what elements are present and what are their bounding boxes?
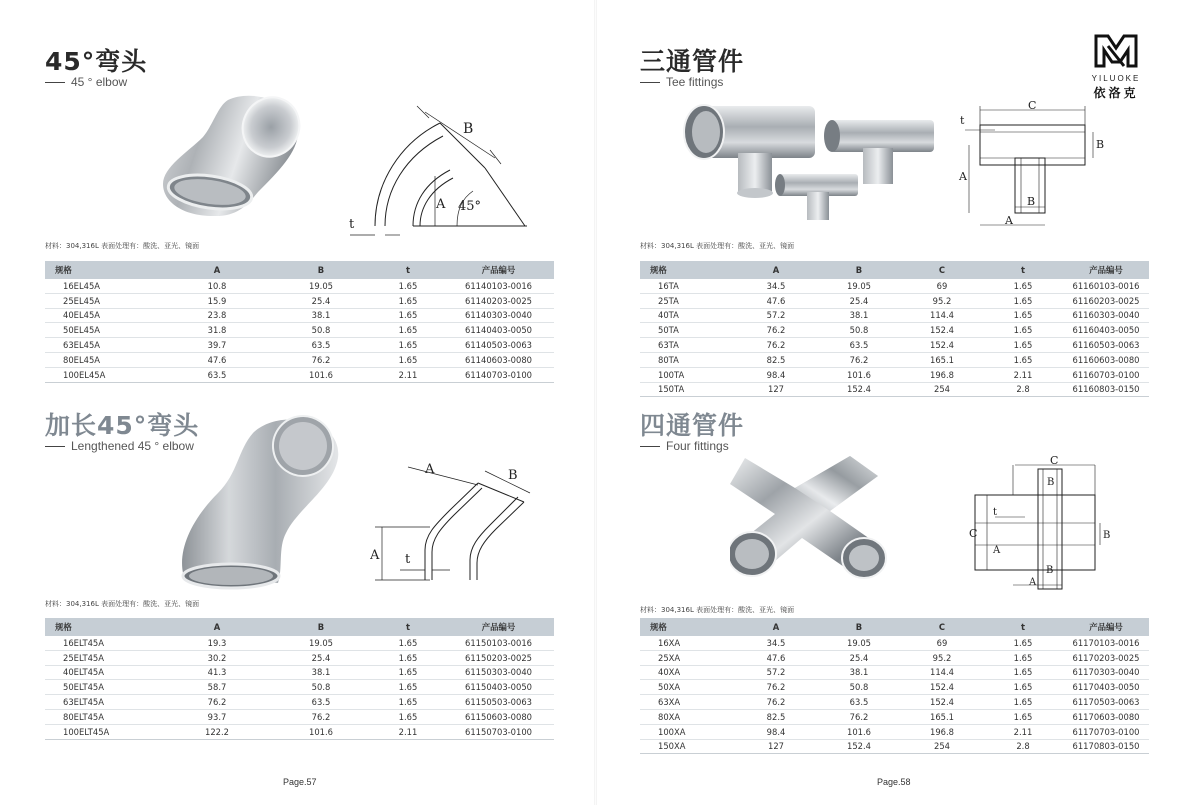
- dimension-cell: 196.8: [901, 367, 983, 382]
- dimension-cell: 1.65: [373, 338, 443, 353]
- dimension-cell: 1.65: [983, 636, 1063, 650]
- tee-spec-table: [640, 261, 1149, 397]
- table-row: [45, 338, 554, 353]
- table-row: [640, 367, 1149, 382]
- dimension-cell: 50.8: [817, 680, 901, 695]
- table-header-row: [45, 618, 554, 636]
- dimension-cell: 76.2: [817, 352, 901, 367]
- tee-material-note: 材料：304,316L 表面处理有：酸洗、亚光、镜面: [640, 242, 795, 250]
- table-row: [45, 323, 554, 338]
- product-code-cell: 61150703-0100: [443, 724, 554, 739]
- dimension-cell: 152.4: [817, 739, 901, 754]
- product-code-cell: 61160703-0100: [1063, 367, 1149, 382]
- elbow45-subtitle: [45, 75, 127, 89]
- column-header: B: [269, 618, 373, 636]
- dim-B-label: B: [508, 468, 518, 483]
- spec-model-cell: 150TA: [640, 382, 735, 397]
- long-elbow45-spec-table: [45, 618, 554, 740]
- dimension-cell: 34.5: [735, 279, 817, 293]
- dimension-cell: 1.65: [983, 665, 1063, 680]
- column-header: 产品编号: [443, 261, 554, 279]
- angle-label: 45°: [458, 199, 482, 214]
- column-header: A: [735, 261, 817, 279]
- dim-A-label: A: [425, 462, 435, 477]
- spec-model-cell: 80TA: [640, 352, 735, 367]
- dimension-cell: 76.2: [735, 323, 817, 338]
- column-header: 规格: [640, 261, 735, 279]
- product-code-cell: 61170603-0080: [1063, 709, 1149, 724]
- product-code-cell: 61140103-0016: [443, 279, 554, 293]
- table-row: [45, 636, 554, 650]
- dimension-cell: 19.05: [817, 636, 901, 650]
- product-code-cell: 61170303-0040: [1063, 665, 1149, 680]
- cross-subtitle: [640, 439, 729, 453]
- spec-model-cell: 16XA: [640, 636, 735, 650]
- table-row: [640, 650, 1149, 665]
- spec-model-cell: 63XA: [640, 695, 735, 710]
- dimension-cell: 34.5: [735, 636, 817, 650]
- dimension-cell: 1.65: [373, 636, 443, 650]
- brand-logo: [1086, 34, 1146, 101]
- column-header: A: [165, 261, 269, 279]
- table-row: [45, 665, 554, 680]
- dim-A2-label: A: [1029, 577, 1037, 588]
- tee-subtitle: [640, 75, 723, 89]
- spec-model-cell: 50TA: [640, 323, 735, 338]
- dimension-cell: 98.4: [735, 724, 817, 739]
- spec-model-cell: 40EL45A: [45, 308, 165, 323]
- elbow45-material-note: 材料：304,316L 表面处理有：酸洗、亚光、镜面: [45, 242, 200, 250]
- page-gutter: [594, 0, 597, 805]
- dimension-cell: 63.5: [269, 338, 373, 353]
- long-elbow45-material-note: 材料：304,316L 表面处理有：酸洗、亚光、镜面: [45, 600, 200, 608]
- dimension-cell: 1.65: [983, 323, 1063, 338]
- table-row: [45, 695, 554, 710]
- dimension-cell: 30.2: [165, 650, 269, 665]
- dimension-cell: 127: [735, 739, 817, 754]
- product-code-cell: 61170703-0100: [1063, 724, 1149, 739]
- dimension-cell: 1.65: [373, 279, 443, 293]
- elbow45-photo: [158, 92, 308, 225]
- product-code-cell: 61150303-0040: [443, 665, 554, 680]
- dim-t-label: t: [960, 114, 965, 127]
- long-elbow45-subtitle: [45, 439, 194, 453]
- dim-A2-label: A: [370, 548, 380, 563]
- subtitle-dash: [640, 446, 660, 447]
- dimension-cell: 1.65: [373, 695, 443, 710]
- dimension-cell: 95.2: [901, 293, 983, 308]
- dimension-cell: 165.1: [901, 352, 983, 367]
- dimension-cell: 63.5: [817, 338, 901, 353]
- dimension-cell: 1.65: [373, 323, 443, 338]
- product-code-cell: 61160803-0150: [1063, 382, 1149, 397]
- product-code-cell: 61140703-0100: [443, 367, 554, 382]
- dim-B-label: B: [1096, 138, 1105, 151]
- dimension-cell: 1.65: [373, 352, 443, 367]
- cross-subtitle-text: Four fittings: [666, 439, 729, 453]
- cross-photo: [730, 446, 890, 586]
- spec-model-cell: 50ELT45A: [45, 680, 165, 695]
- spec-model-cell: 16EL45A: [45, 279, 165, 293]
- column-header: C: [901, 261, 983, 279]
- dim-A2-label: A: [1005, 214, 1013, 227]
- table-row: [640, 665, 1149, 680]
- dimension-cell: 76.2: [735, 680, 817, 695]
- column-header: C: [901, 618, 983, 636]
- product-code-cell: 61150203-0025: [443, 650, 554, 665]
- dimension-cell: 69: [901, 279, 983, 293]
- cross-material-note: 材料：304,316L 表面处理有：酸洗、亚光、镜面: [640, 606, 795, 614]
- dimension-cell: 69: [901, 636, 983, 650]
- table-row: [640, 338, 1149, 353]
- spec-model-cell: 16TA: [640, 279, 735, 293]
- spec-model-cell: 40TA: [640, 308, 735, 323]
- dimension-cell: 25.4: [269, 293, 373, 308]
- dimension-cell: 1.65: [373, 650, 443, 665]
- dimension-cell: 76.2: [269, 709, 373, 724]
- dimension-cell: 31.8: [165, 323, 269, 338]
- dimension-cell: 39.7: [165, 338, 269, 353]
- dim-B3-label: B: [1046, 565, 1054, 576]
- table-row: [640, 709, 1149, 724]
- cross-title: 四通管件: [640, 411, 745, 440]
- table-row: [45, 367, 554, 382]
- product-code-cell: 61150103-0016: [443, 636, 554, 650]
- dimension-cell: 1.65: [373, 680, 443, 695]
- spec-model-cell: 150XA: [640, 739, 735, 754]
- dimension-cell: 50.8: [269, 680, 373, 695]
- spec-model-cell: 50EL45A: [45, 323, 165, 338]
- dimension-cell: 1.65: [373, 308, 443, 323]
- product-code-cell: 61170403-0050: [1063, 680, 1149, 695]
- subtitle-dash: [45, 446, 65, 447]
- spec-model-cell: 25EL45A: [45, 293, 165, 308]
- long-elbow45-drawing: [370, 455, 535, 588]
- column-header: 规格: [45, 261, 165, 279]
- dimension-cell: 1.65: [983, 709, 1063, 724]
- page-number-left: Page.57: [283, 777, 317, 787]
- dimension-cell: 63.5: [165, 367, 269, 382]
- cross-spec-table: [640, 618, 1149, 754]
- column-header: t: [983, 618, 1063, 636]
- dimension-cell: 38.1: [817, 665, 901, 680]
- dimension-cell: 63.5: [269, 695, 373, 710]
- spec-model-cell: 100TA: [640, 367, 735, 382]
- dimension-cell: 98.4: [735, 367, 817, 382]
- spec-model-cell: 63TA: [640, 338, 735, 353]
- dimension-cell: 19.05: [269, 636, 373, 650]
- spec-model-cell: 80EL45A: [45, 352, 165, 367]
- spec-model-cell: 80XA: [640, 709, 735, 724]
- dimension-cell: 152.4: [901, 323, 983, 338]
- dim-B2-label: B: [1103, 530, 1111, 541]
- table-row: [45, 724, 554, 739]
- dimension-cell: 1.65: [373, 293, 443, 308]
- table-row: [640, 680, 1149, 695]
- tee-drawing: [955, 100, 1110, 237]
- dimension-cell: 58.7: [165, 680, 269, 695]
- dimension-cell: 1.65: [983, 352, 1063, 367]
- dimension-cell: 1.65: [983, 338, 1063, 353]
- product-code-cell: 61140203-0025: [443, 293, 554, 308]
- table-row: [640, 739, 1149, 754]
- product-code-cell: 61140303-0040: [443, 308, 554, 323]
- table-row: [640, 293, 1149, 308]
- column-header: A: [165, 618, 269, 636]
- table-row: [640, 695, 1149, 710]
- product-code-cell: 61160403-0050: [1063, 323, 1149, 338]
- yiluoke-logo-icon: [1094, 34, 1138, 68]
- brand-wordmark: YILUOKE: [1091, 74, 1141, 83]
- tee-photo: [680, 98, 940, 231]
- column-header: B: [817, 618, 901, 636]
- spec-model-cell: 16ELT45A: [45, 636, 165, 650]
- dimension-cell: 1.65: [373, 709, 443, 724]
- dimension-cell: 76.2: [165, 695, 269, 710]
- product-code-cell: 61140603-0080: [443, 352, 554, 367]
- spec-model-cell: 50XA: [640, 680, 735, 695]
- spec-model-cell: 100XA: [640, 724, 735, 739]
- dimension-cell: 2.8: [983, 382, 1063, 397]
- tee-subtitle-text: Tee fittings: [666, 75, 724, 89]
- dim-A-label: A: [436, 197, 446, 212]
- product-code-cell: 61150403-0050: [443, 680, 554, 695]
- dimension-cell: 25.4: [817, 293, 901, 308]
- column-header: B: [817, 261, 901, 279]
- tee-title: 三通管件: [640, 47, 745, 76]
- spec-model-cell: 40ELT45A: [45, 665, 165, 680]
- table-header-row: [640, 618, 1149, 636]
- dimension-cell: 152.4: [901, 680, 983, 695]
- dimension-cell: 1.65: [983, 308, 1063, 323]
- table-header-row: [640, 261, 1149, 279]
- dim-t-label: t: [993, 507, 998, 518]
- dim-t-label: t: [349, 217, 355, 232]
- spec-model-cell: 63EL45A: [45, 338, 165, 353]
- elbow45-spec-table: [45, 261, 554, 383]
- column-header: B: [269, 261, 373, 279]
- dimension-cell: 114.4: [901, 308, 983, 323]
- column-header: 产品编号: [443, 618, 554, 636]
- dimension-cell: 114.4: [901, 665, 983, 680]
- product-code-cell: 61140503-0063: [443, 338, 554, 353]
- dimension-cell: 152.4: [817, 382, 901, 397]
- dimension-cell: 19.05: [817, 279, 901, 293]
- product-code-cell: 61160303-0040: [1063, 308, 1149, 323]
- dimension-cell: 57.2: [735, 665, 817, 680]
- column-header: t: [983, 261, 1063, 279]
- table-row: [640, 323, 1149, 338]
- long-elbow45-subtitle-text: Lengthened 45 ° elbow: [71, 439, 194, 453]
- table-row: [640, 636, 1149, 650]
- dimension-cell: 152.4: [901, 338, 983, 353]
- product-code-cell: 61160203-0025: [1063, 293, 1149, 308]
- dim-A-label: A: [993, 545, 1001, 556]
- dimension-cell: 23.8: [165, 308, 269, 323]
- table-row: [45, 293, 554, 308]
- spec-model-cell: 25TA: [640, 293, 735, 308]
- dimension-cell: 38.1: [269, 308, 373, 323]
- dimension-cell: 38.1: [269, 665, 373, 680]
- product-code-cell: 61170103-0016: [1063, 636, 1149, 650]
- dimension-cell: 19.3: [165, 636, 269, 650]
- dim-B2-label: B: [1027, 195, 1036, 208]
- dimension-cell: 1.65: [983, 680, 1063, 695]
- dimension-cell: 82.5: [735, 709, 817, 724]
- dimension-cell: 93.7: [165, 709, 269, 724]
- dimension-cell: 2.11: [983, 367, 1063, 382]
- table-row: [45, 650, 554, 665]
- dimension-cell: 101.6: [269, 367, 373, 382]
- dimension-cell: 47.6: [735, 650, 817, 665]
- dimension-cell: 196.8: [901, 724, 983, 739]
- spec-model-cell: 25ELT45A: [45, 650, 165, 665]
- dimension-cell: 76.2: [817, 709, 901, 724]
- table-row: [640, 724, 1149, 739]
- spec-model-cell: 63ELT45A: [45, 695, 165, 710]
- product-code-cell: 61170803-0150: [1063, 739, 1149, 754]
- dimension-cell: 47.6: [165, 352, 269, 367]
- cross-drawing: [965, 455, 1115, 600]
- column-header: 规格: [45, 618, 165, 636]
- product-code-cell: 61150503-0063: [443, 695, 554, 710]
- dimension-cell: 25.4: [817, 650, 901, 665]
- table-row: [45, 279, 554, 293]
- dim-A-label: A: [959, 170, 967, 183]
- dim-C-label: C: [1028, 100, 1037, 112]
- table-row: [45, 709, 554, 724]
- long-elbow45-title: 加长45°弯头: [45, 411, 200, 440]
- table-row: [45, 680, 554, 695]
- dimension-cell: 254: [901, 739, 983, 754]
- dimension-cell: 38.1: [817, 308, 901, 323]
- product-code-cell: 61170203-0025: [1063, 650, 1149, 665]
- dimension-cell: 25.4: [269, 650, 373, 665]
- dimension-cell: 50.8: [817, 323, 901, 338]
- spec-model-cell: 100EL45A: [45, 367, 165, 382]
- dimension-cell: 2.11: [983, 724, 1063, 739]
- dim-C2-label: C: [969, 527, 978, 540]
- column-header: 产品编号: [1063, 618, 1149, 636]
- elbow45-title: 45°弯头: [45, 47, 148, 76]
- table-row: [45, 352, 554, 367]
- subtitle-dash: [45, 82, 65, 83]
- dimension-cell: 57.2: [735, 308, 817, 323]
- elbow45-subtitle-text: 45 ° elbow: [71, 75, 128, 89]
- product-code-cell: 61140403-0050: [443, 323, 554, 338]
- dimension-cell: 76.2: [269, 352, 373, 367]
- product-code-cell: 61170503-0063: [1063, 695, 1149, 710]
- product-code-cell: 61160503-0063: [1063, 338, 1149, 353]
- spec-model-cell: 40XA: [640, 665, 735, 680]
- dimension-cell: 122.2: [165, 724, 269, 739]
- dimension-cell: 152.4: [901, 695, 983, 710]
- column-header: A: [735, 618, 817, 636]
- dimension-cell: 19.05: [269, 279, 373, 293]
- dim-C-label: C: [1050, 455, 1059, 467]
- product-code-cell: 61160603-0080: [1063, 352, 1149, 367]
- dim-t-label: t: [405, 552, 411, 567]
- dimension-cell: 95.2: [901, 650, 983, 665]
- dimension-cell: 165.1: [901, 709, 983, 724]
- column-header: t: [373, 618, 443, 636]
- elbow45-drawing: [345, 98, 535, 245]
- table-header-row: [45, 261, 554, 279]
- spec-model-cell: 100ELT45A: [45, 724, 165, 739]
- dimension-cell: 127: [735, 382, 817, 397]
- dimension-cell: 2.8: [983, 739, 1063, 754]
- dim-B-label: B: [1047, 477, 1055, 488]
- dimension-cell: 2.11: [373, 724, 443, 739]
- long-elbow45-photo: [178, 408, 348, 595]
- table-row: [640, 279, 1149, 293]
- table-row: [640, 352, 1149, 367]
- dimension-cell: 1.65: [983, 279, 1063, 293]
- table-row: [45, 308, 554, 323]
- table-row: [640, 382, 1149, 397]
- dimension-cell: 47.6: [735, 293, 817, 308]
- dim-B-label: B: [463, 121, 474, 137]
- dimension-cell: 101.6: [817, 724, 901, 739]
- product-code-cell: 61160103-0016: [1063, 279, 1149, 293]
- column-header: t: [373, 261, 443, 279]
- page-number-right: Page.58: [877, 777, 911, 787]
- dimension-cell: 101.6: [817, 367, 901, 382]
- dimension-cell: 1.65: [983, 293, 1063, 308]
- dimension-cell: 1.65: [983, 650, 1063, 665]
- column-header: 规格: [640, 618, 735, 636]
- spec-model-cell: 80ELT45A: [45, 709, 165, 724]
- dimension-cell: 76.2: [735, 695, 817, 710]
- dimension-cell: 2.11: [373, 367, 443, 382]
- dimension-cell: 1.65: [983, 695, 1063, 710]
- dimension-cell: 41.3: [165, 665, 269, 680]
- dimension-cell: 50.8: [269, 323, 373, 338]
- spec-model-cell: 25XA: [640, 650, 735, 665]
- dimension-cell: 82.5: [735, 352, 817, 367]
- dimension-cell: 63.5: [817, 695, 901, 710]
- column-header: 产品编号: [1063, 261, 1149, 279]
- subtitle-dash: [640, 82, 660, 83]
- dimension-cell: 76.2: [735, 338, 817, 353]
- dimension-cell: 101.6: [269, 724, 373, 739]
- brand-chinese-name: 依洛克: [1093, 86, 1139, 100]
- product-code-cell: 61150603-0080: [443, 709, 554, 724]
- dimension-cell: 254: [901, 382, 983, 397]
- dimension-cell: 10.8: [165, 279, 269, 293]
- dimension-cell: 15.9: [165, 293, 269, 308]
- table-row: [640, 308, 1149, 323]
- dimension-cell: 1.65: [373, 665, 443, 680]
